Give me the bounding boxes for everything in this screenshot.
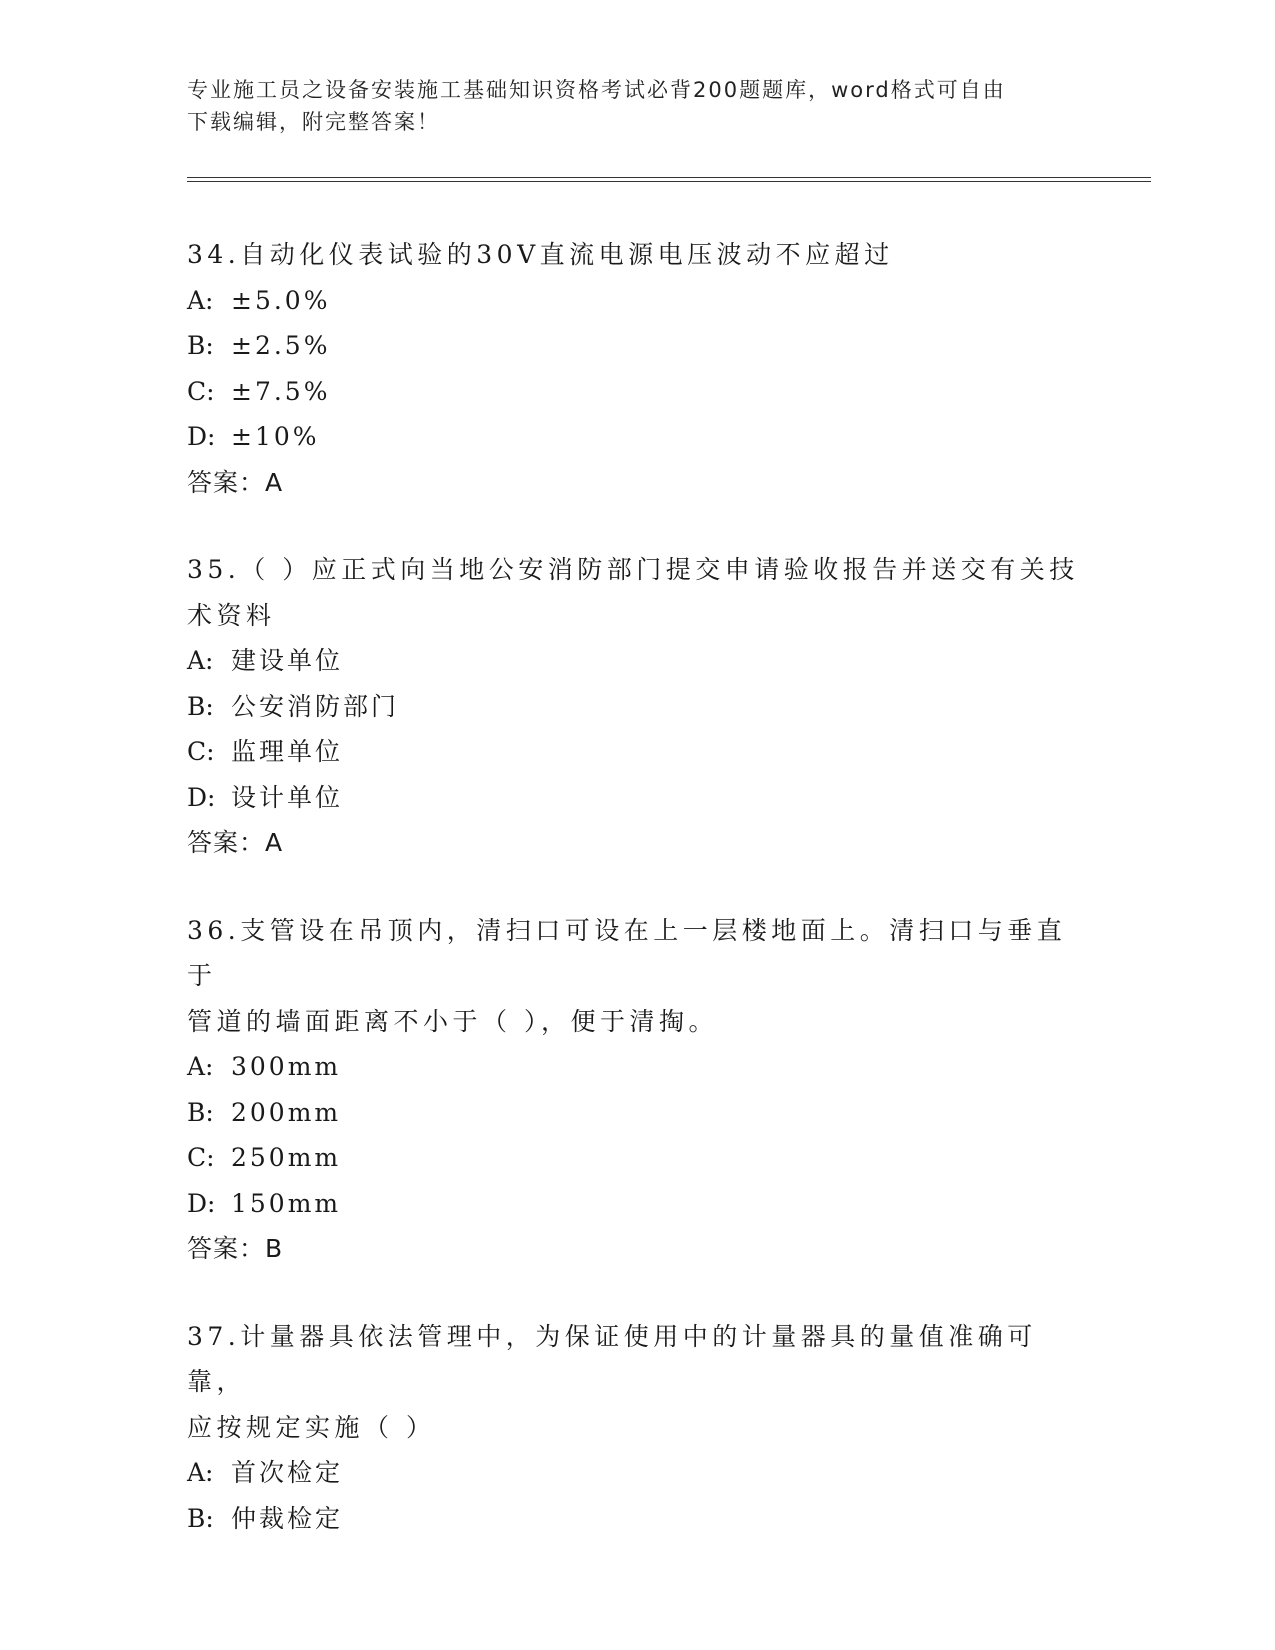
option-text: 设计单位 — [231, 782, 344, 812]
option-letter: B: — [187, 331, 214, 360]
answer-option — [187, 278, 1087, 324]
answer-key: 答案：A — [187, 467, 284, 497]
question-stem-line: 应按规定实施（ ） — [187, 1412, 436, 1442]
answer-option — [187, 414, 1087, 460]
option-text: 监理单位 — [231, 737, 344, 766]
question-item — [187, 908, 1087, 1272]
option-text: 150mm — [231, 1188, 342, 1218]
header-divider-top — [187, 177, 1151, 178]
option-text: 公安消防部门 — [231, 691, 400, 721]
option-text: 首次检定 — [231, 1458, 344, 1487]
header-divider-bottom — [187, 181, 1151, 182]
answer-key: 答案：A — [187, 828, 284, 857]
answer-option — [187, 638, 1087, 684]
document-header — [187, 74, 1067, 138]
question-stem-line: 管道的墙面距离不小于（ ），便于清掏。 — [187, 1006, 718, 1036]
answer-option — [187, 1496, 1087, 1542]
answer-option — [187, 323, 1087, 369]
question-item — [187, 547, 1087, 866]
question-stem-line: 34.自动化仪表试验的30V直流电源电压波动不应超过 — [187, 240, 894, 269]
question-stem-line: 37.计量器具依法管理中，为保证使用中的计量器具的量值准确可靠， — [187, 1321, 1037, 1396]
answer-option — [187, 369, 1087, 415]
option-letter: A: — [187, 1052, 214, 1081]
answer-key: 答案：B — [187, 1234, 284, 1263]
option-letter: C: — [187, 1143, 215, 1172]
question-stem-line: 35.（ ）应正式向当地公安消防部门提交申请验收报告并送交有关技 — [187, 555, 1079, 584]
question-stem-line: 术资料 — [187, 600, 276, 630]
option-text: 250mm — [231, 1143, 342, 1172]
header-line-1: 专业施工员之设备安装施工基础知识资格考试必背200题题库，word格式可自由 — [187, 78, 1006, 102]
option-text: ±10% — [231, 422, 320, 451]
answer-option — [187, 1135, 1087, 1181]
option-letter: A: — [187, 646, 214, 675]
option-letter: C: — [187, 376, 215, 406]
option-letter: D: — [187, 782, 216, 812]
answer-option — [187, 775, 1087, 821]
option-letter: C: — [187, 737, 215, 766]
option-letter: D: — [187, 1188, 216, 1218]
option-text: 建设单位 — [231, 646, 344, 675]
option-text: 仲裁检定 — [231, 1503, 344, 1533]
answer-option — [187, 1044, 1087, 1090]
option-text: 300mm — [231, 1052, 342, 1081]
question-item — [187, 232, 1087, 505]
answer-option — [187, 1450, 1087, 1496]
option-letter: A: — [187, 1458, 214, 1487]
question-list — [187, 232, 1087, 1583]
option-letter: D: — [187, 422, 216, 451]
option-text: 200mm — [231, 1097, 342, 1127]
question-item — [187, 1314, 1087, 1542]
option-text: ±5.0% — [231, 285, 331, 315]
option-letter: B: — [187, 1503, 214, 1533]
option-letter: B: — [187, 1097, 214, 1127]
option-text: ±7.5% — [231, 376, 331, 406]
header-line-2: 下载编辑，附完整答案！ — [187, 110, 440, 134]
answer-option — [187, 1181, 1087, 1227]
option-letter: B: — [187, 691, 214, 721]
question-stem-line: 36.支管设在吊顶内，清扫口可设在上一层楼地面上。清扫口与垂直于 — [187, 915, 1067, 990]
answer-option — [187, 729, 1087, 775]
answer-option — [187, 1090, 1087, 1136]
option-text: ±2.5% — [231, 331, 331, 360]
option-letter: A: — [187, 285, 214, 315]
answer-option — [187, 684, 1087, 730]
